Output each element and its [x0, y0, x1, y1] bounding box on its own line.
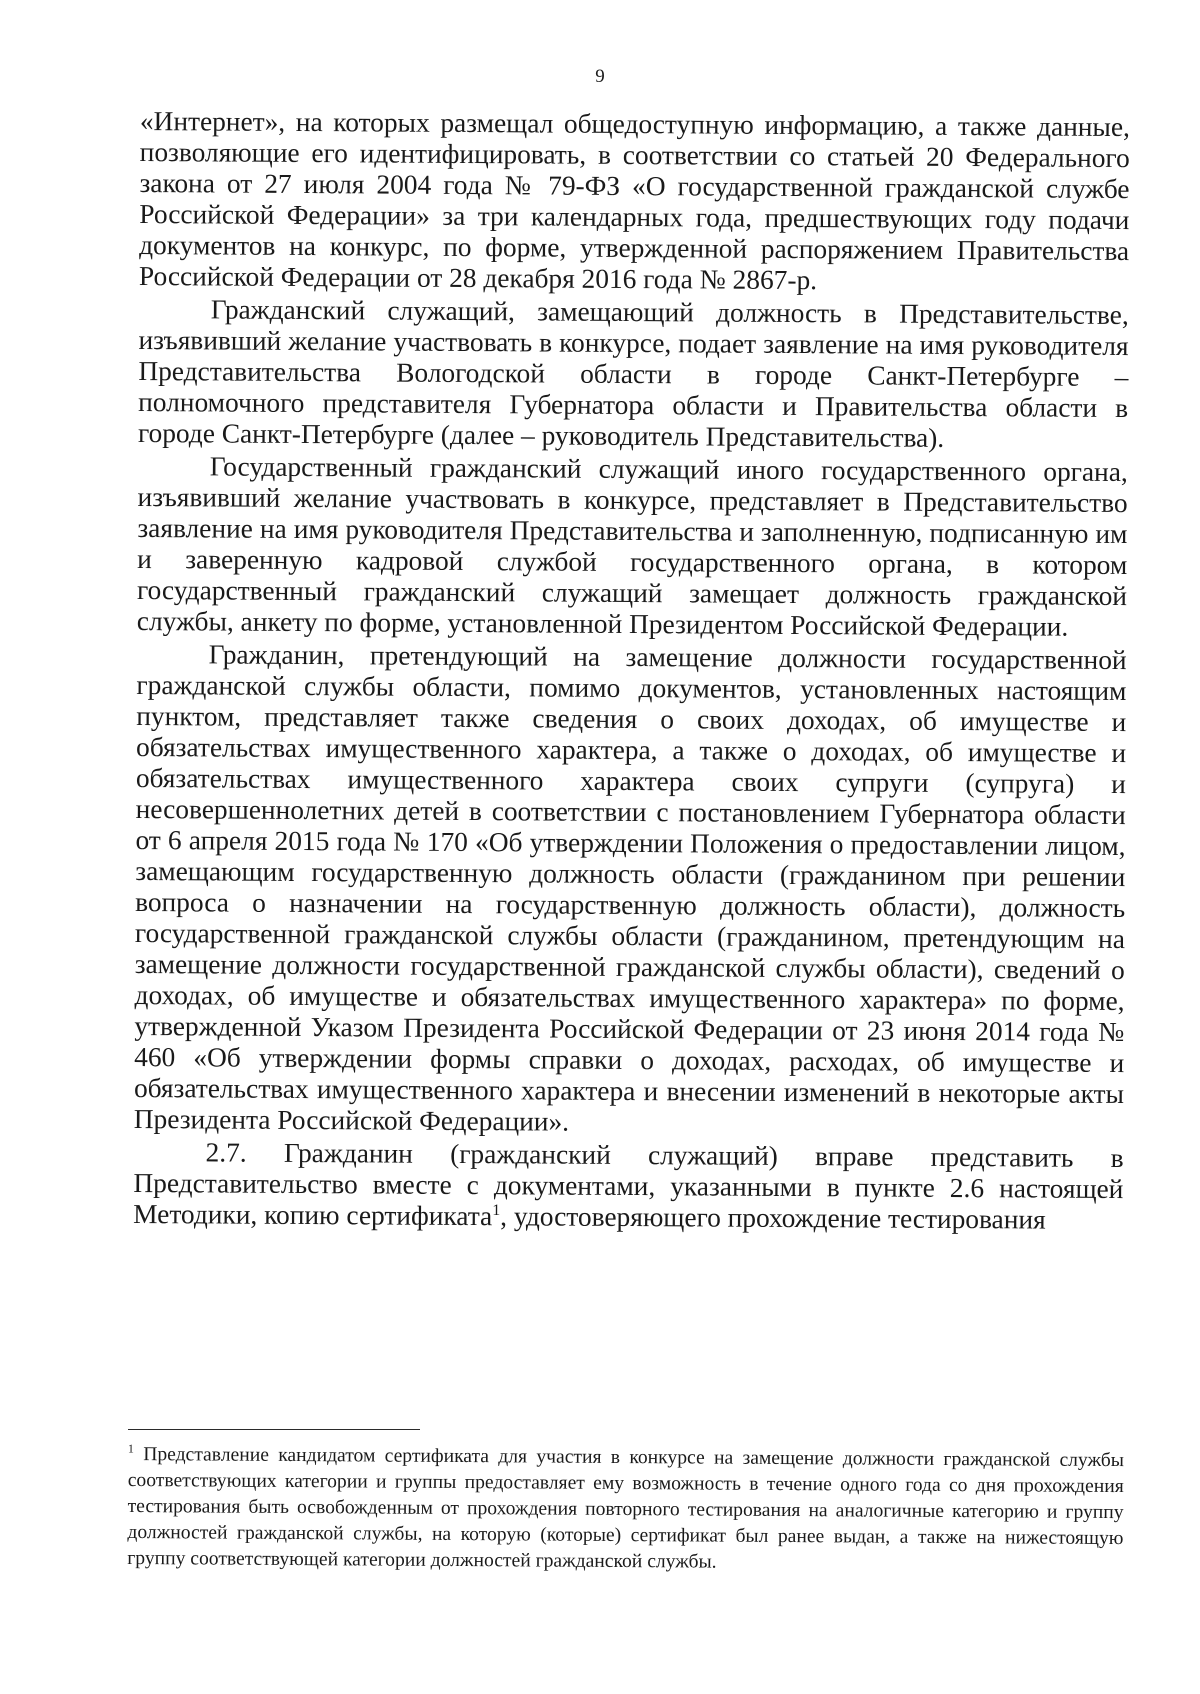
footnote — [127, 1442, 1124, 1578]
paragraph-text: 2.7. Гражданин (гражданский служащий) вправе представить в Представительство вместе с документами, указанными в пункте 2.6 настоящей Методики, копию сертификата — [133, 1137, 1124, 1232]
paragraph: Государственный гражданский служащий иного государственного органа, изъявивший желание участвовать в конкурсе, представляет в Представительство заявление на имя руководителя Представительства и заполненную, подписанную им и заверенную кадровой службой государственного органа, в котором государственный гражданский служащий замещает должность гражданской службы, анкету по форме, установленной Президентом Российской Федерации. — [136, 451, 1128, 642]
paragraph-2-7 — [133, 1137, 1124, 1236]
paragraph: Гражданский служащий, замещающий должность в Представительстве, изъявивший желание участвовать в конкурсе, подает заявление на имя руководителя Представительства Вологодской области в городе Санкт-Петербурге – полномочного представителя Губернатора области и Правительства области в городе Санкт-Петербурге (далее – руководитель Представительства). — [137, 294, 1129, 453]
footnote-reference: 1 — [492, 1202, 501, 1220]
page-number: 9 — [595, 66, 605, 87]
document-body — [133, 106, 1130, 1238]
paragraph-text: , удостоверяющего прохождение тестирования — [500, 1201, 1046, 1235]
footnote-mark: 1 — [127, 1441, 135, 1456]
footnote-separator — [128, 1429, 420, 1430]
footnote-text: Представление кандидатом сертификата для участия в конкурсе на замещение должности гражданской службы соответствующих категории и группы предоставляет ему возможность в течение одного года со дня прохождения тестирования быть освобожденным от прохождения повторного тестирования на аналогичные категорию и группу должностей гражданской службы, на которую (которые) сертификат был ранее выдан, а также на нижестоящую группу соответствующей категории должностей гражданской службы. — [127, 1444, 1124, 1573]
paragraph: Гражданин, претендующий на замещение должности государственной гражданской службы области, помимо документов, установленных настоящим пунктом, представляет также сведения о своих доходах, об имуществе и обязательствах имущественного характера, а также о доходах, об имуществе и обязательствах имущественного характера своих супруги (супруга) и несовершеннолетних детей в соответствии с постановлением Губернатора области от 6 апреля 2015 года № 170 «Об утверждении Положения о предоставлении лицом, замещающим государственную должность области (гражданином при решении вопроса о назначении на государственную должность области), должность государственной гражданской службы области (гражданином, претендующим на замещение должности государственной гражданской службы области), сведений о доходах, об имуществе и обязательствах имущественного характера» по форме, утвержденной Указом Президента Российской Федерации от 23 июня 2014 года № 460 «Об утверждении формы справки о доходах, расходах, об имуществе и обязательствах имущественного характера и внесении изменений в некоторые акты Президента Российской Федерации». — [133, 639, 1127, 1137]
paragraph-continuation: «Интернет», на которых размещал общедоступную информацию, а также данные, позволяющие его идентифицировать, в соответствии со статьей 20 Федерального закона от 27 июля 2004 года № 79-ФЗ «О государственной гражданской службе Российской Федерации» за три календарных года, предшествующих году подачи документов на конкурс, по форме, утвержденной распоряжением Правительства Российской Федерации от 28 декабря 2016 года № 2867-р. — [138, 106, 1130, 296]
